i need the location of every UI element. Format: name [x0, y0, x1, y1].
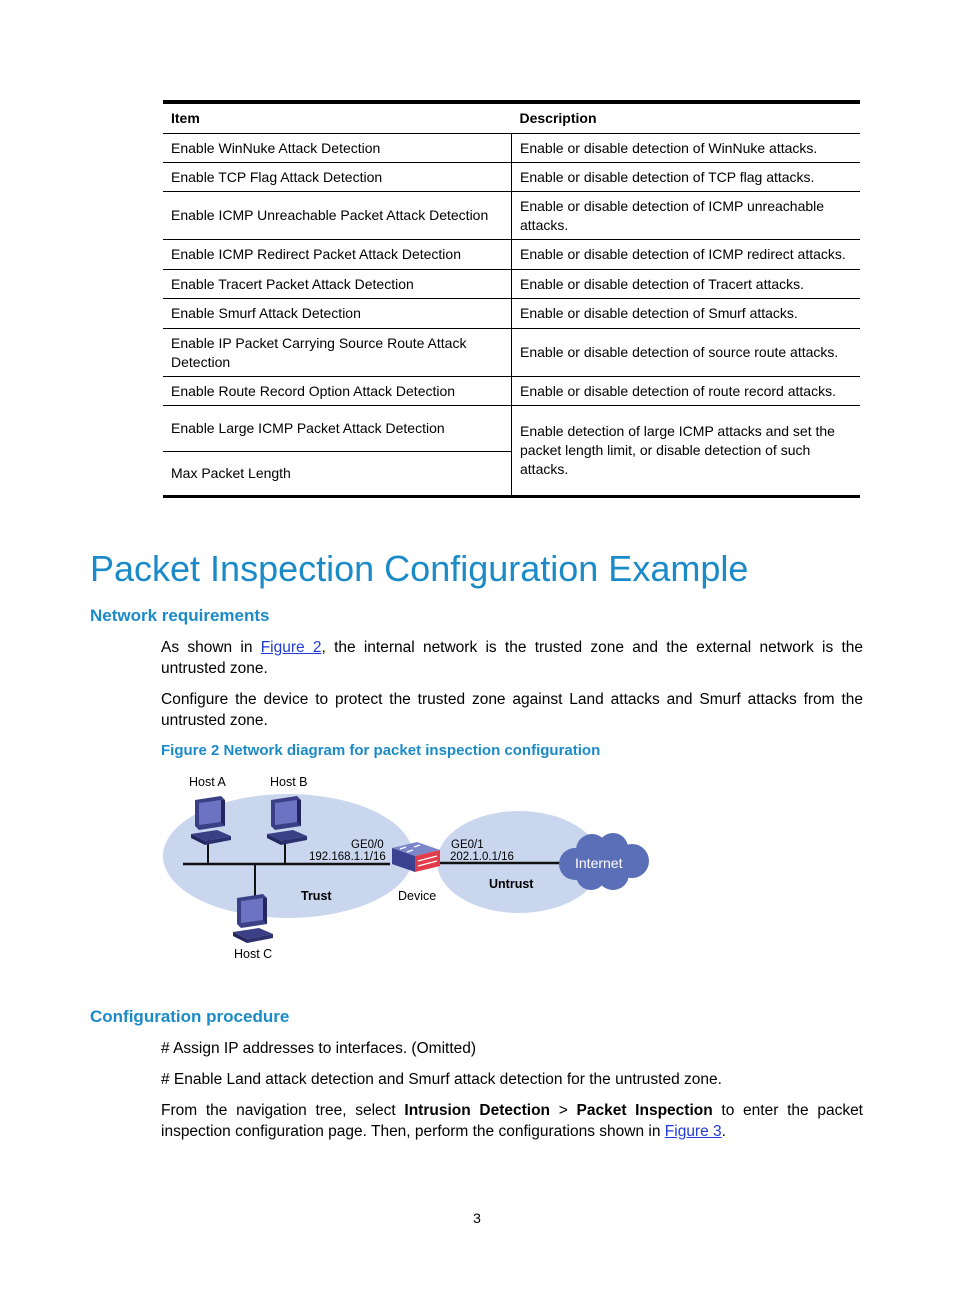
- step-assign-ip: # Assign IP addresses to interfaces. (Omitted): [161, 1040, 477, 1057]
- untrust-zone-label: Untrust: [489, 877, 534, 891]
- column-header-item: Item: [163, 102, 512, 134]
- text-run: .: [721, 1123, 726, 1140]
- trust-zone-label: Trust: [301, 889, 332, 903]
- host-b-icon: [267, 796, 307, 845]
- table-cell-description: Enable or disable detection of route record attacks.: [512, 377, 861, 406]
- heading-configuration-procedure: Configuration procedure: [90, 1007, 290, 1026]
- table-cell-item: Enable WinNuke Attack Detection: [163, 134, 512, 163]
- ge0-1-label: GE0/1: [451, 839, 484, 851]
- ge0-1-ip-label: 202.1.0.1/16: [450, 851, 514, 863]
- text-run: As shown in: [161, 639, 261, 656]
- text-run: >: [550, 1102, 577, 1119]
- heading-network-requirements: Network requirements: [90, 606, 270, 625]
- ge0-0-label: GE0/0: [351, 839, 384, 851]
- menu-path-packet-inspection: Packet Inspection: [576, 1102, 713, 1119]
- table-cell-item: Max Packet Length: [163, 452, 512, 497]
- paragraph-protection-goal: Configure the device to protect the trusted zone against Land attacks and Smurf attacks from the untrusted zone.: [161, 691, 863, 729]
- table-row: [163, 377, 860, 406]
- table-row: [163, 134, 860, 163]
- table-cell-description: Enable or disable detection of TCP flag attacks.: [512, 163, 861, 192]
- page-number: 3: [473, 1210, 481, 1226]
- step-enable-detection: # Enable Land attack detection and Smurf attack detection for the untrusted zone.: [161, 1071, 722, 1088]
- table-cell-item: Enable Tracert Packet Attack Detection: [163, 270, 512, 299]
- table-cell-description: Enable or disable detection of ICMP redirect attacks.: [512, 240, 861, 270]
- table-cell-description: Enable or disable detection of WinNuke attacks.: [512, 134, 861, 163]
- table-cell-item: Enable IP Packet Carrying Source Route Attack Detection: [163, 329, 512, 377]
- table-cell-item: Enable TCP Flag Attack Detection: [163, 163, 512, 192]
- table-row: [163, 240, 860, 270]
- table-cell-description: Enable or disable detection of source route attacks.: [512, 329, 861, 377]
- table-row: [163, 270, 860, 299]
- table-header-row: [163, 102, 860, 134]
- host-c-label: Host C: [234, 947, 273, 961]
- table-row: [163, 299, 860, 329]
- table-row: [163, 192, 860, 240]
- host-b-label: Host B: [270, 775, 308, 789]
- network-diagram: [155, 768, 665, 968]
- text-run: From the navigation tree, select: [161, 1102, 405, 1119]
- table-cell-item: Enable Smurf Attack Detection: [163, 299, 512, 329]
- ge0-0-ip-label: 192.168.1.1/16: [309, 851, 386, 863]
- table-row: [163, 163, 860, 192]
- table-cell-item: Enable Large ICMP Packet Attack Detection: [163, 406, 512, 452]
- text-run: , the internal network is the trusted zone and the external network is the untrusted zone.: [161, 639, 863, 677]
- figure-3-link[interactable]: Figure 3: [664, 1123, 722, 1140]
- host-a-icon: [191, 796, 231, 845]
- table-cell-description: Enable or disable detection of ICMP unreachable attacks.: [512, 192, 861, 240]
- paragraph-network-overview: [161, 637, 863, 679]
- column-header-description: Description: [512, 102, 861, 134]
- table-cell-description: Enable or disable detection of Smurf attacks.: [512, 299, 861, 329]
- device-label: Device: [398, 889, 437, 903]
- attack-detection-table: [163, 100, 860, 498]
- section-title: Packet Inspection Configuration Example: [90, 548, 749, 589]
- host-c-icon: [233, 894, 273, 943]
- menu-path-intrusion-detection: Intrusion Detection: [404, 1102, 551, 1119]
- internet-label: Internet: [575, 855, 623, 871]
- table-row: [163, 406, 860, 452]
- host-a-label: Host A: [189, 775, 226, 789]
- table-cell-item: Enable ICMP Unreachable Packet Attack Detection: [163, 192, 512, 240]
- figure-2-link[interactable]: Figure 2: [260, 639, 322, 656]
- table-row: [163, 329, 860, 377]
- text-run: to enter the packet inspection configuration page. Then, perform the configurations shown in: [161, 1102, 863, 1140]
- table-cell-description: Enable or disable detection of Tracert attacks.: [512, 270, 861, 299]
- figure-caption: Figure 2 Network diagram for packet inspection configuration: [161, 742, 601, 759]
- paragraph-navigation-instructions: [161, 1100, 863, 1142]
- table-cell-item: Enable Route Record Option Attack Detection: [163, 377, 512, 406]
- table-cell-item: Enable ICMP Redirect Packet Attack Detection: [163, 240, 512, 270]
- table-cell-description: Enable detection of large ICMP attacks and set the packet length limit, or disable detection of such attacks.: [512, 406, 861, 497]
